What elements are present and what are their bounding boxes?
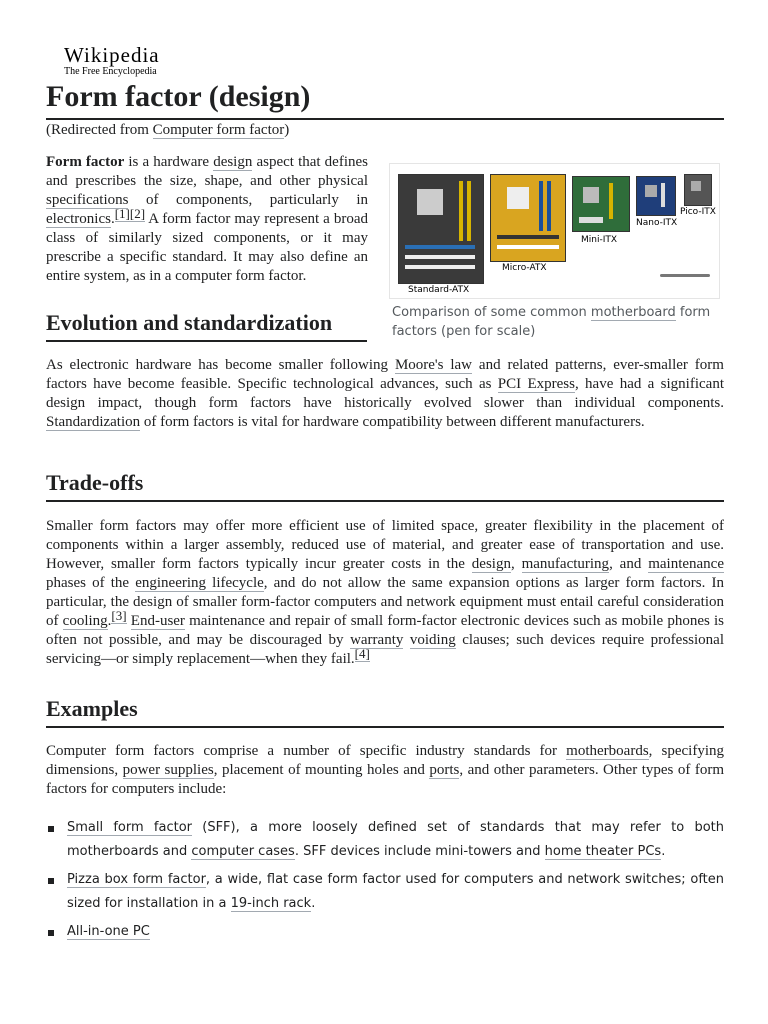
label-pico-itx: Pico-ITX xyxy=(680,207,716,217)
ref-2[interactable]: [2] xyxy=(129,206,146,221)
link-specifications[interactable]: specifications xyxy=(46,192,129,208)
intro-text: aspect that defines and prescribes the size, shape, and other physical xyxy=(46,154,368,189)
examples-paragraph xyxy=(46,742,724,799)
link-ports[interactable]: ports xyxy=(429,762,460,778)
list-item-text: , a wide, flat case form factor used for computers and network switches; often sized for installation in a xyxy=(67,872,725,911)
evolution-text: As electronic hardware has become smaller following xyxy=(46,357,395,373)
intro-text: of components, particularly in xyxy=(128,192,368,208)
trade-offs-paragraph xyxy=(46,517,724,669)
intro-text: . xyxy=(110,211,115,227)
trade-offs-text xyxy=(403,632,410,648)
evolution-text: and related patterns, ever-smaller form factors have become feasible. Specific technological advances, such as xyxy=(46,357,724,392)
link-maintenance[interactable]: maintenance xyxy=(648,556,724,572)
link-voiding[interactable]: voiding xyxy=(409,632,456,648)
link-all-in-one-pc[interactable]: All-in-one PC xyxy=(67,924,150,939)
trade-offs-text: . xyxy=(107,613,112,629)
link-pizza-box-form-factor[interactable]: Pizza box form factor xyxy=(67,872,206,887)
label-nano-itx: Nano-ITX xyxy=(636,218,678,228)
trade-offs-text: clauses; such devices require professional servicing—or simply replacement—when they fail. xyxy=(46,632,725,667)
trade-offs-text: , xyxy=(510,556,522,572)
link-computer-cases[interactable]: computer cases xyxy=(191,844,295,859)
redirect-note xyxy=(46,121,289,139)
link-pci-express[interactable]: PCI Express xyxy=(497,376,575,392)
examples-list xyxy=(46,816,724,948)
link-moores-law[interactable]: Moore's law xyxy=(394,357,473,373)
figure-caption xyxy=(389,303,720,341)
redirect-prefix: (Redirected from xyxy=(46,122,153,138)
motherboard-figure xyxy=(389,163,720,341)
link-motherboards[interactable]: motherboards xyxy=(566,743,649,759)
redirect-link[interactable]: Computer form factor xyxy=(152,122,285,138)
link-small-form-factor[interactable]: Small form factor xyxy=(67,820,192,835)
wikipedia-logo[interactable] xyxy=(64,44,160,78)
link-cooling[interactable]: cooling xyxy=(62,613,108,629)
redirect-suffix: ) xyxy=(284,122,290,138)
link-warranty[interactable]: warranty xyxy=(350,632,404,648)
link-manufacturing[interactable]: manufacturing xyxy=(521,556,610,572)
ref-3[interactable]: [3] xyxy=(111,608,127,623)
examples-text: , placement of mounting holes and xyxy=(213,762,430,778)
intro-bold-term: Form factor xyxy=(46,154,125,170)
trade-offs-text: Smaller form factors may offer more efficient use of limited space, greater flexibility in the placement of components within a larger assembly, reduced use of material, and greater ease of transportation and use. However, smaller form factors typically incur greater costs in the xyxy=(46,518,724,572)
evolution-text: of form factors is vital for hardware compatibility between different manufacturers. xyxy=(140,414,645,430)
list-item xyxy=(46,920,724,944)
link-power-supplies[interactable]: power supplies xyxy=(122,762,214,778)
intro-text: A form factor may represent a broad class of similarly sized components, or it may prescribe a specific standard. It may also define an entire system, as in a computer form factor. xyxy=(46,211,368,284)
trade-offs-text: , and do not allow the same expansion options as larger form factors. In particular, the design of smaller form-factor computers and network equipment must entail careful consideration of xyxy=(46,575,725,629)
intro-text: is a hardware xyxy=(124,154,214,170)
examples-text: Computer form factors comprise a number of specific industry standards for xyxy=(46,743,567,759)
list-item-text: (SFF), a more loosely defined set of standards that may refer to both motherboards and xyxy=(67,820,724,859)
link-standardization[interactable]: Standardization xyxy=(46,414,141,430)
heading-trade-offs: Trade-offs xyxy=(46,469,724,502)
label-micro-atx: Micro-ATX xyxy=(502,263,547,273)
list-item-text: . SFF devices include mini-towers and xyxy=(294,844,545,859)
page-title: Form factor (design) xyxy=(46,78,724,120)
logo-tagline: The Free Encyclopedia xyxy=(64,66,157,77)
list-item xyxy=(46,868,724,916)
link-design[interactable]: design xyxy=(213,154,253,170)
ref-4[interactable]: [4] xyxy=(354,646,370,661)
link-home-theater-pcs[interactable]: home theater PCs xyxy=(544,844,662,859)
trade-offs-text: , and xyxy=(609,556,649,572)
label-standard-atx: Standard-ATX xyxy=(408,285,470,295)
trade-offs-text: maintenance and repair of small form-factor electronic devices such as mobile phones is often not possible, and may be discouraged by xyxy=(46,613,724,648)
link-end-user[interactable]: End-user xyxy=(130,613,185,629)
examples-text: , specifying dimensions, xyxy=(46,743,725,778)
list-item-text: . xyxy=(311,896,316,911)
mini-itx-board xyxy=(572,176,630,232)
list-item-text: . xyxy=(661,844,666,859)
pico-itx-board xyxy=(684,174,712,206)
link-engineering-lifecycle[interactable]: engineering lifecycle xyxy=(135,575,264,591)
evolution-paragraph xyxy=(46,356,724,432)
trade-offs-text: phases of the xyxy=(46,575,136,591)
link-electronics[interactable]: electronics xyxy=(46,211,111,227)
micro-atx-board xyxy=(490,174,566,262)
link-motherboard[interactable]: motherboard xyxy=(590,305,676,320)
heading-examples: Examples xyxy=(46,695,724,728)
standard-atx-board xyxy=(398,174,484,284)
link-design-2[interactable]: design xyxy=(471,556,511,572)
ref-1[interactable]: [1] xyxy=(114,206,130,221)
motherboard-comparison-image[interactable] xyxy=(389,163,720,299)
caption-text: Comparison of some common xyxy=(392,305,591,320)
logo-wordmark: Wikipedia xyxy=(64,43,160,67)
examples-text: , and other parameters. Other types of form factors for computers include: xyxy=(46,762,724,797)
label-mini-itx: Mini-ITX xyxy=(581,235,618,245)
list-item xyxy=(46,816,724,864)
link-19-inch-rack[interactable]: 19-inch rack xyxy=(230,896,312,911)
heading-evolution: Evolution and standardization xyxy=(46,309,367,342)
pen-for-scale xyxy=(660,274,710,277)
caption-text: form factors (pen for scale) xyxy=(392,305,711,339)
intro-paragraph xyxy=(46,153,368,286)
nano-itx-board xyxy=(636,176,676,216)
evolution-text: , have had a significant design impact, though form factors have historically evolved slower than individual components. xyxy=(46,376,724,411)
